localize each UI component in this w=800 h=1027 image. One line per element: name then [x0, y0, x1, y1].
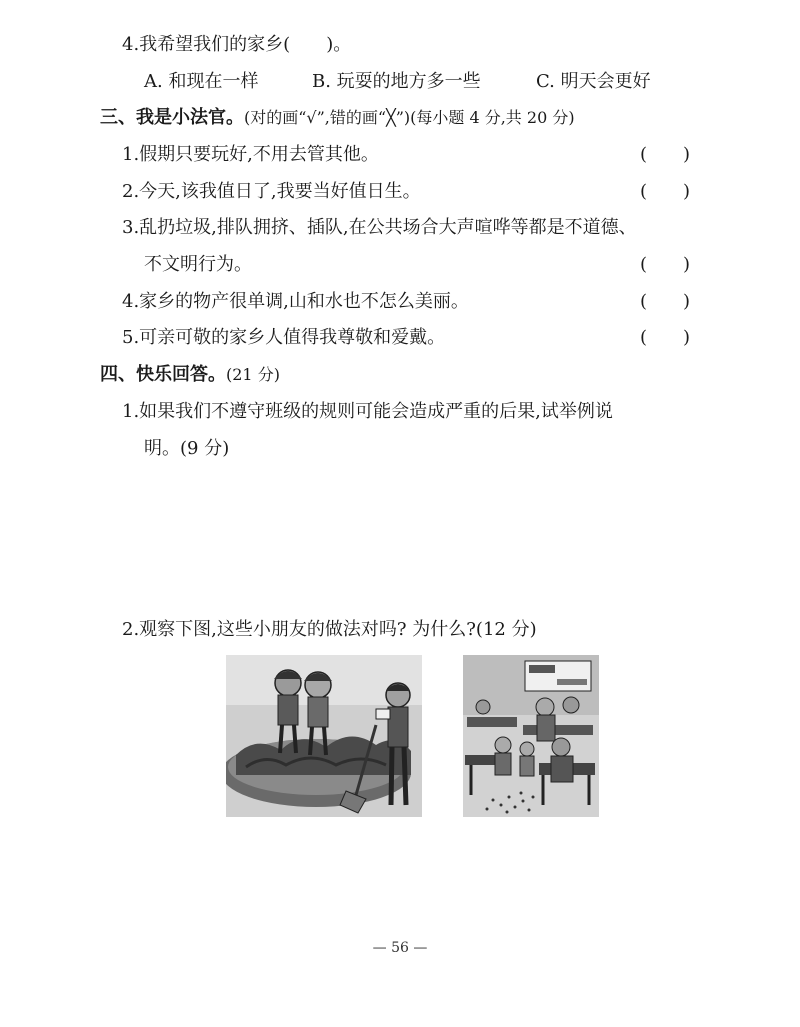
- answer-paren-2[interactable]: ( ): [640, 181, 691, 202]
- illustration-right: [463, 655, 599, 817]
- section3-item-1: 1.假期只要玩好,不用去管其他。: [122, 144, 379, 165]
- section4-title: [100, 363, 280, 387]
- section3-item-5: 5.可亲可敬的家乡人值得我尊敬和爱戴。: [122, 327, 446, 348]
- section3-note: (对的画“√”,错的画“╳”)(每小题 4 分,共 20 分): [244, 108, 575, 127]
- q4-stem: 4.我希望我们的家乡( )。: [122, 34, 352, 55]
- illustration-left: [226, 655, 422, 817]
- answer-paren-5[interactable]: ( ): [640, 327, 691, 348]
- q4-option-b: B. 玩耍的地方多一些: [312, 71, 481, 92]
- section3-title: [100, 106, 575, 130]
- section3-item-3a: 3.乱扔垃圾,排队拥挤、插队,在公共场合大声喧哗等都是不道德、: [122, 217, 637, 238]
- section3-item-2: 2.今天,该我值日了,我要当好值日生。: [122, 181, 421, 202]
- classroom-littering-icon: [463, 655, 599, 817]
- answer-paren-3[interactable]: ( ): [640, 254, 691, 275]
- answer-paren-1[interactable]: ( ): [640, 144, 691, 165]
- section4-note: (21 分): [226, 365, 280, 384]
- q1-answer-area[interactable]: [122, 470, 702, 610]
- section3-item-3b: 不文明行为。: [144, 254, 252, 275]
- section4-q1-line1: 1.如果我们不遵守班级的规则可能会造成严重的后果,试举例说: [122, 401, 613, 422]
- page-number: — 56 —: [372, 940, 428, 956]
- children-on-flowerbed-icon: [226, 655, 422, 817]
- section4-q2: 2.观察下图,这些小朋友的做法对吗? 为什么?(12 分): [122, 619, 537, 640]
- answer-paren-4[interactable]: ( ): [640, 291, 691, 312]
- section4-heading: 四、快乐回答。: [100, 364, 226, 385]
- q4-option-a: A. 和现在一样: [144, 71, 259, 92]
- section4-q1-line2: 明。(9 分): [144, 438, 230, 459]
- section3-heading: 三、我是小法官。: [100, 107, 244, 128]
- q4-option-c: C. 明天会更好: [536, 71, 651, 92]
- section3-item-4: 4.家乡的物产很单调,山和水也不怎么美丽。: [122, 291, 469, 312]
